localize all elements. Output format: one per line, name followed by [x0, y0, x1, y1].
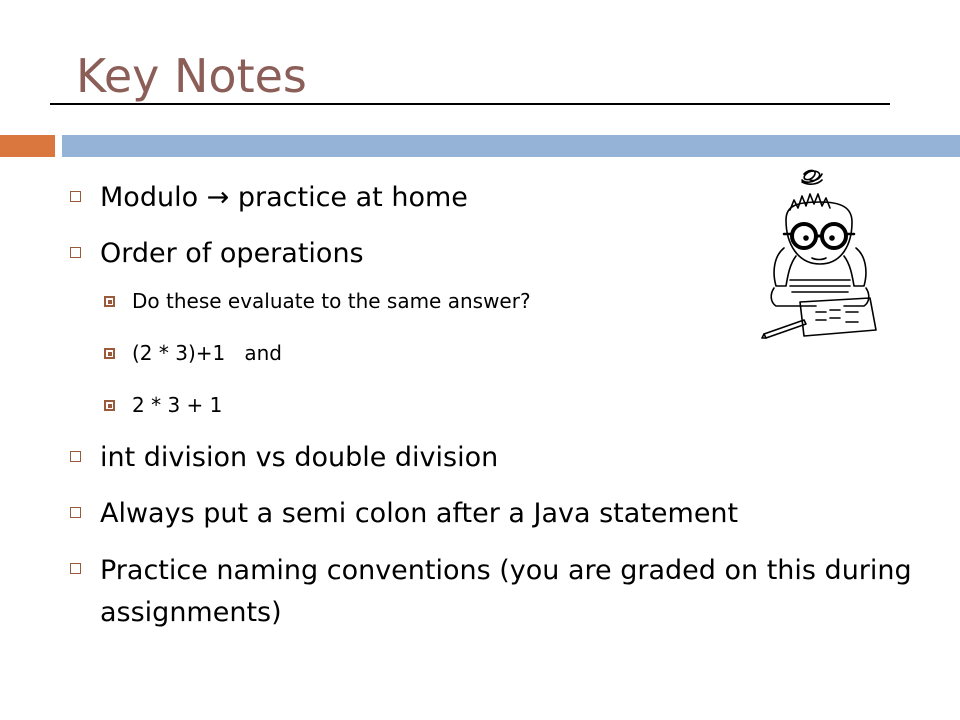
header-bar [62, 135, 960, 157]
bullet-square-icon [104, 400, 115, 411]
item-text: Order of operations [100, 238, 364, 269]
list-item [70, 550, 930, 634]
student-test-illustration [760, 162, 880, 342]
item-text: Practice naming conventions (you are graded on this during assignments) [100, 555, 912, 628]
bullet-box-icon [70, 191, 81, 202]
sub-list-item [70, 390, 930, 420]
sub-item-text: (2 * 3)+1 and [132, 341, 282, 365]
bullet-square-icon [104, 296, 115, 307]
item-text: Always put a semi colon after a Java statement [100, 498, 739, 529]
list-item [70, 494, 930, 534]
item-text: int division vs double division [100, 442, 499, 473]
bullet-box-icon [70, 507, 81, 518]
list-item [70, 438, 930, 478]
bullet-box-icon [70, 247, 81, 258]
bullet-square-icon [104, 348, 115, 359]
sub-item-text: 2 * 3 + 1 [132, 393, 223, 417]
title-underline [50, 103, 890, 105]
item-text: Modulo → practice at home [100, 182, 468, 213]
bullet-box-icon [70, 451, 81, 462]
slide-title: Key Notes [76, 49, 307, 103]
bullet-box-icon [70, 563, 81, 574]
sub-list-item [70, 338, 930, 368]
accent-bar [0, 135, 55, 157]
sub-item-text: Do these evaluate to the same answer? [132, 289, 531, 313]
